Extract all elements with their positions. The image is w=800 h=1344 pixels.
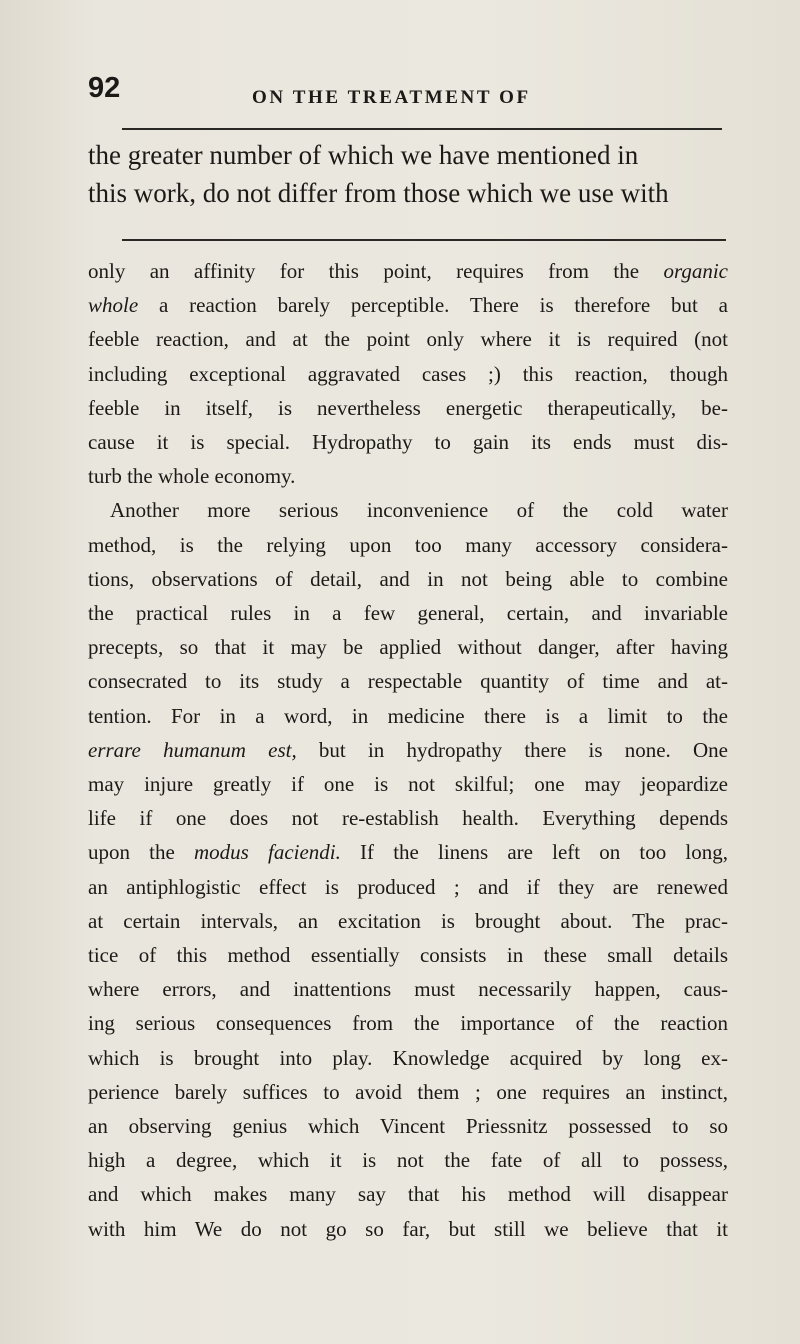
italic-term: whole bbox=[88, 293, 139, 318]
text-line: where errors, and inattentions must necessarily happen, caus- bbox=[88, 977, 728, 1002]
italic-term: organic bbox=[663, 259, 728, 283]
italic-term: modus faciendi. bbox=[193, 840, 341, 865]
text-line: only an affinity for this point, requires from the organic bbox=[88, 259, 728, 283]
text-line: tention. For in a word, in medicine there is a limit to the bbox=[88, 703, 728, 728]
text-line: cause it is special. Hydropathy to gain its ends must dis- bbox=[88, 430, 728, 455]
text-line: Another more serious inconvenience of the cold water bbox=[110, 498, 728, 523]
text-line: whole a reaction barely perceptible. There is therefore but a bbox=[88, 293, 728, 318]
running-head: ON THE TREATMENT OF bbox=[252, 87, 531, 108]
text-line: the practical rules in a few general, certain, and invariable bbox=[88, 601, 728, 626]
page-number: 92 bbox=[88, 72, 121, 104]
text-line: turb the whole economy. bbox=[88, 464, 296, 489]
text-line: an observing genius which Vincent Priessnitz possessed to so bbox=[88, 1114, 728, 1139]
section-rule bbox=[122, 239, 726, 241]
page-header bbox=[0, 72, 800, 112]
large-print-passage bbox=[88, 136, 728, 212]
italic-term: errare humanum est, bbox=[88, 737, 297, 762]
text-line: may injure greatly if one is not skilful; one may jeopardize bbox=[88, 772, 728, 797]
text-line: precepts, so that it may be applied without danger, after having bbox=[88, 635, 728, 660]
text-line: tions, observations of detail, and in not being able to combine bbox=[88, 566, 728, 591]
text-line: tice of this method essentially consists in these small details bbox=[88, 943, 728, 968]
large-line: this work, do not differ from those which we use with bbox=[88, 178, 669, 208]
text-line: with him We do not go so far, but still we believe that it bbox=[88, 1216, 728, 1241]
text-line: perience barely suffices to avoid them ; one requires an instinct, bbox=[88, 1079, 728, 1104]
body-paragraphs bbox=[88, 254, 728, 1246]
text-line: life if one does not re-establish health. Everything depends bbox=[88, 806, 728, 831]
text-line: upon the modus faciendi. If the linens are left on too long, bbox=[88, 840, 729, 865]
text-line: an antiphlogistic effect is produced ; and if they are renewed bbox=[88, 874, 728, 899]
text-line: at certain intervals, an excitation is brought about. The prac- bbox=[88, 908, 728, 933]
text-line: including exceptional aggravated cases ;) this reaction, though bbox=[88, 361, 728, 386]
large-line: the greater number of which we have mentioned in bbox=[88, 140, 639, 170]
text-line: consecrated to its study a respectable quantity of time and at- bbox=[88, 669, 728, 694]
text-line: feeble reaction, and at the point only where it is required (not bbox=[88, 327, 728, 352]
top-rule bbox=[122, 128, 722, 130]
text-line: errare humanum est, but in hydropathy there is none. One bbox=[88, 737, 728, 762]
text-line: which is brought into play. Knowledge acquired by long ex- bbox=[88, 1045, 728, 1070]
text-line: high a degree, which it is not the fate of all to possess, bbox=[88, 1148, 728, 1173]
text-line: method, is the relying upon too many accessory considera- bbox=[88, 532, 728, 557]
text-line: ing serious consequences from the importance of the reaction bbox=[88, 1011, 728, 1036]
text-line: and which makes many say that his method will disappear bbox=[88, 1182, 728, 1207]
text-line: feeble in itself, is nevertheless energetic therapeutically, be- bbox=[88, 395, 728, 420]
